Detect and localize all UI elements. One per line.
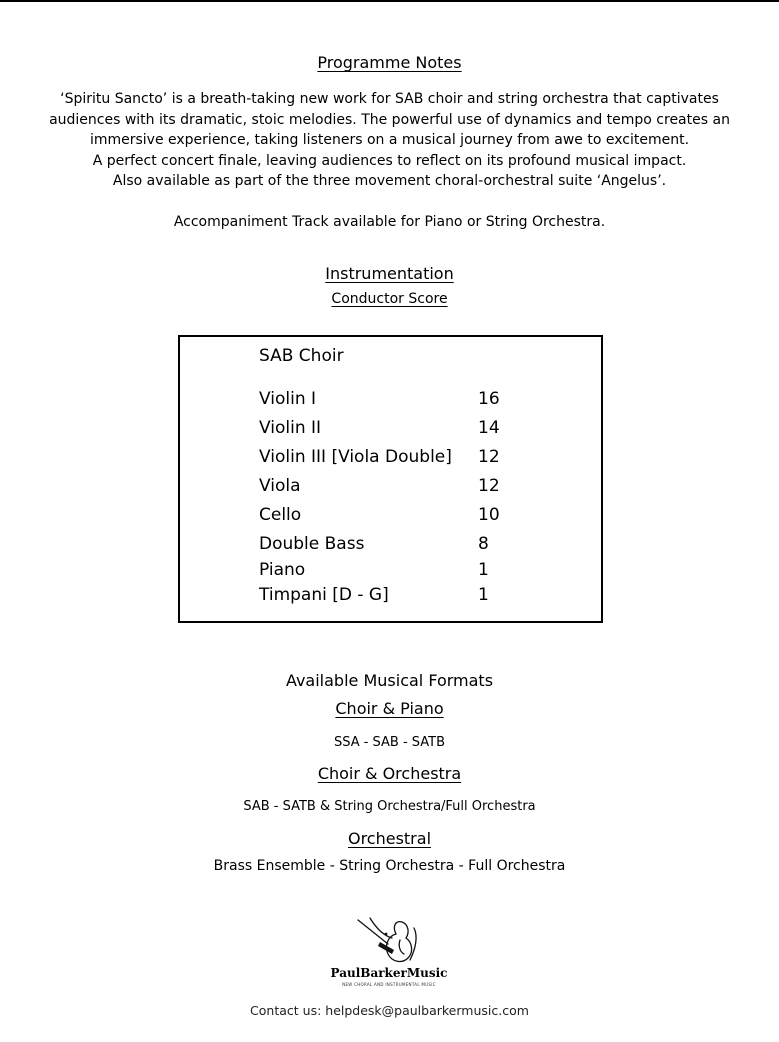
format-title-choir-piano: Choir & Piano	[335, 699, 444, 718]
format-detail-choir-piano: SSA - SAB - SATB	[333, 735, 446, 750]
instrument-count: 14	[478, 418, 500, 438]
instrumentation-heading: Instrumentation	[325, 264, 454, 283]
notes-line-2: audiences with its dramatic, stoic melodies. The powerful use of dynamics and tempo creates an	[49, 112, 730, 128]
notes-line-5: Also available as part of the three movement choral-orchestral suite ‘Angelus’.	[112, 173, 667, 189]
contact-email[interactable]: Contact us: helpdesk@paulbarkermusic.com	[250, 1003, 529, 1018]
instrument-count: 12	[478, 447, 500, 467]
instrument-name: Violin III [Viola Double]	[259, 447, 452, 467]
instrument-count: 8	[478, 534, 489, 554]
instrument-name: Piano	[259, 560, 306, 580]
choir-label: SAB Choir	[259, 346, 344, 366]
logo-tagline: NEW CHORAL AND INSTRUMENTAL MUSIC	[342, 982, 436, 987]
formats-heading: Available Musical Formats	[285, 671, 494, 690]
accompaniment-note: Accompaniment Track available for Piano or String Orchestra.	[173, 214, 606, 230]
notes-line-3: immersive experience, taking listeners on a musical journey from awe to excitement.	[89, 132, 690, 148]
instrument-count: 1	[478, 585, 489, 605]
instrument-count: 1	[478, 560, 489, 580]
paulbarkermusic-logo	[318, 914, 460, 989]
logo-name: PaulBarkerMusic	[330, 966, 448, 980]
format-title-orchestral: Orchestral	[347, 829, 432, 848]
format-detail-choir-orchestra: SAB - SATB & String Orchestra/Full Orchestra	[243, 799, 536, 814]
format-detail-orchestral: Brass Ensemble - String Orchestra - Full Orchestra	[213, 858, 566, 874]
instrument-name: Violin II	[259, 418, 322, 438]
instrument-count: 16	[478, 389, 500, 409]
instrument-count: 12	[478, 476, 500, 496]
instrument-name: Timpani [D - G]	[259, 585, 389, 605]
format-title-choir-orchestra: Choir & Orchestra	[317, 764, 462, 783]
instrument-name: Viola	[259, 476, 301, 496]
violin-icon	[318, 914, 460, 966]
programme-notes-heading: Programme Notes	[317, 53, 462, 72]
conductor-score-subheading: Conductor Score	[331, 291, 448, 307]
instrumentation-box	[178, 335, 603, 623]
instrument-name: Double Bass	[259, 534, 365, 554]
notes-line-4: A perfect concert finale, leaving audiences to reflect on its profound musical impact.	[92, 153, 687, 169]
instrument-count: 10	[478, 505, 500, 525]
instrument-name: Violin I	[259, 389, 317, 409]
top-border-line	[0, 0, 779, 2]
notes-line-1: ‘Spiritu Sancto’ is a breath-taking new work for SAB choir and string orchestra that captivates	[60, 91, 719, 107]
instrument-name: Cello	[259, 505, 302, 525]
